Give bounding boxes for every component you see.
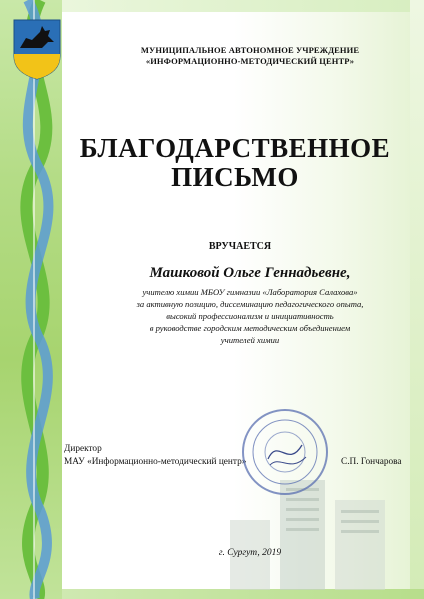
place-and-date: г. Сургут, 2019 xyxy=(218,548,282,558)
fox-coat-of-arms-icon xyxy=(12,18,62,80)
body-line: за активную позицию, диссеминацию педагогического опыта, xyxy=(136,299,364,309)
signatory-name: С.П. Гончарова xyxy=(341,457,402,467)
signatory-organization: МАУ «Информационно-методический центр» xyxy=(64,457,247,467)
bottom-decorative-band xyxy=(62,589,424,599)
right-decorative-band xyxy=(410,0,424,599)
recipient-name: Машковой Ольге Геннадьевне, xyxy=(149,265,351,281)
body-line: учителей химии xyxy=(220,335,280,345)
document-title-line2: ПИСЬМО xyxy=(171,162,299,192)
presented-label: ВРУЧАЕТСЯ xyxy=(208,241,272,252)
organization-name-line1: МУНИЦИПАЛЬНОЕ АВТОНОМНОЕ УЧРЕЖДЕНИЕ xyxy=(140,45,360,55)
decorative-ribbon xyxy=(0,0,70,599)
body-line: учителю химии МБОУ гимназии «Лаборатория Салахова» xyxy=(142,287,358,297)
document-title-line1: БЛАГОДАРСТВЕННОЕ xyxy=(79,133,391,163)
organization-seal-icon xyxy=(240,407,330,497)
body-line: в руководстве городским методическим объединением xyxy=(149,323,351,333)
body-line: высокий профессионализм и инициативность xyxy=(166,311,334,321)
signatory-position: Директор xyxy=(64,444,102,454)
top-decorative-band xyxy=(62,0,424,12)
organization-name-line2: «ИНФОРМАЦИОННО-МЕТОДИЧЕСКИЙ ЦЕНТР» xyxy=(145,56,355,66)
